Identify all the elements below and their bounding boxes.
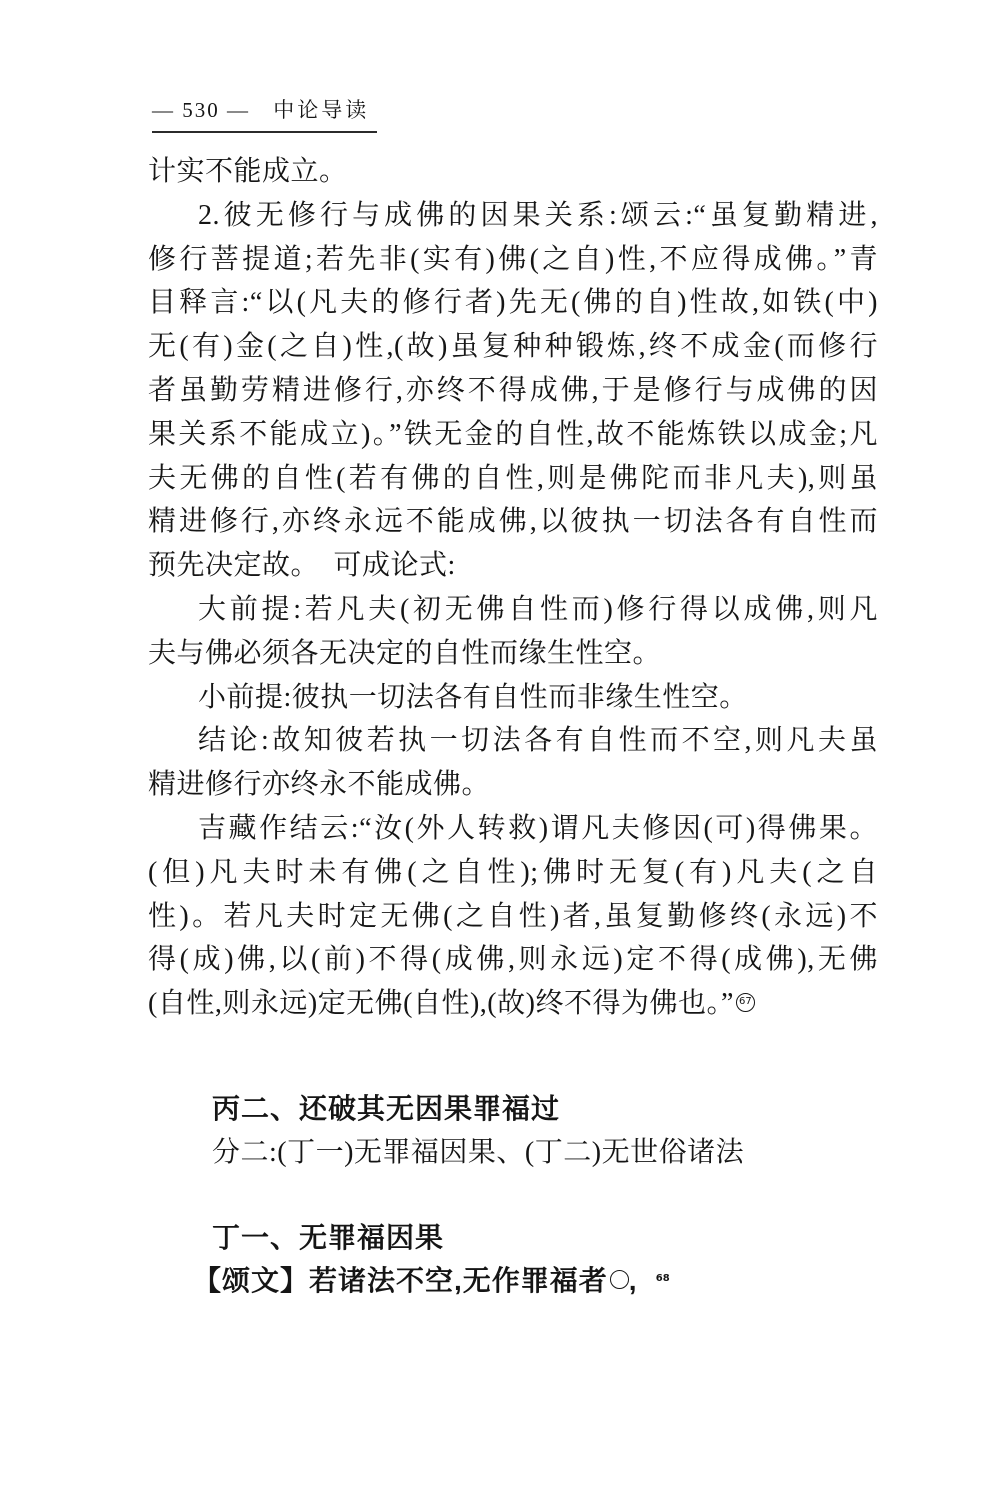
text-line — [148, 763, 878, 807]
page-number: — 530 — — [152, 98, 250, 122]
text-line — [148, 807, 878, 851]
line-text: 性)。若凡夫时定无佛(之自性)者,虽复勤修终(永远)不 — [148, 900, 878, 932]
line-text: 结论:故知彼若执一切法各有自性而不空,则凡夫虽 — [198, 725, 878, 757]
footnote-marker: 68 — [610, 1270, 629, 1289]
line-text: 得(成)佛,以(前)不得(成佛,则永远)定不得(成佛),无佛 — [148, 944, 878, 976]
line-text: 精进修行,亦终永远不能成佛,以彼执一切法各有自性而 — [148, 506, 878, 538]
book-title: 中论导读 — [273, 98, 370, 122]
text-line — [148, 369, 878, 413]
line-text: 2.彼无修行与成佛的因果关系:颂云:“虽复勤精进, — [198, 199, 878, 231]
text-line — [148, 500, 878, 544]
line-text: 【颂文】若诸法不空,无作罪福者 — [193, 1265, 608, 1297]
heading-line — [148, 1216, 878, 1260]
line-text: 无(有)金(之自)性,(故)虽复种种锻炼,终不成金(而修行 — [148, 331, 878, 363]
line-text: 精进修行亦终永不能成佛。 — [148, 769, 491, 801]
text-line — [148, 194, 878, 238]
text-line — [148, 325, 878, 369]
body-text — [148, 150, 878, 1303]
line-text: 丙二、还破其无因果罪福过 — [212, 1092, 561, 1124]
text-line — [148, 895, 878, 939]
line-text: 目释言:“以(凡夫的修行者)先无(佛的自)性故,如铁(中) — [148, 287, 878, 319]
line-text: (自性,则永远)定无佛(自性),(故)终不得为佛也。” — [148, 988, 734, 1020]
text-line — [148, 150, 878, 194]
text-line — [148, 676, 878, 720]
text-line — [148, 632, 878, 676]
line-text: 大前提:若凡夫(初无佛自性而)修行得以成佛,则凡 — [198, 593, 878, 625]
heading-line — [148, 1087, 878, 1131]
line-text: 果关系不能成立)。”铁无金的自性,故不能炼铁以成金;凡 — [148, 418, 878, 450]
line-text: 夫与佛必须各无决定的自性而缘生性空。 — [148, 637, 662, 669]
line-text: (但)凡夫时未有佛(之自性);佛时无复(有)凡夫(之自 — [148, 856, 878, 888]
heading-line — [148, 1259, 878, 1303]
text-line — [148, 719, 878, 763]
line-text-tail: , — [628, 1265, 638, 1297]
text-line — [148, 238, 878, 282]
running-head — [152, 94, 377, 133]
line-text: 丁一、无罪福因果 — [212, 1221, 445, 1253]
text-line — [148, 851, 878, 895]
line-text: 小前提:彼执一切法各有自性而非缘生性空。 — [198, 681, 748, 713]
footnote-marker: 67 — [736, 993, 755, 1012]
line-text: 夫无佛的自性(若有佛的自性,则是佛陀而非凡夫),则虽 — [148, 462, 878, 494]
text-line — [148, 588, 878, 632]
text-line — [148, 281, 878, 325]
line-text: 修行菩提道;若先非(实有)佛(之自)性,不应得成佛。”青 — [148, 243, 878, 275]
line-text: 分二:(丁一)无罪福因果、(丁二)无世俗诸法 — [212, 1136, 745, 1168]
text-line — [148, 1131, 878, 1175]
text-line — [148, 457, 878, 501]
text-line — [148, 544, 878, 588]
line-text: 者虽勤劳精进修行,亦终不得成佛,于是修行与成佛的因 — [148, 374, 878, 406]
line-text: 计实不能成立。 — [148, 156, 348, 187]
text-line — [148, 982, 878, 1026]
line-text: 预先决定故。 可成论式: — [148, 550, 456, 582]
text-line — [148, 938, 878, 982]
line-text: 吉藏作结云:“汝(外人转救)谓凡夫修因(可)得佛果。 — [198, 812, 878, 844]
text-line — [148, 413, 878, 457]
